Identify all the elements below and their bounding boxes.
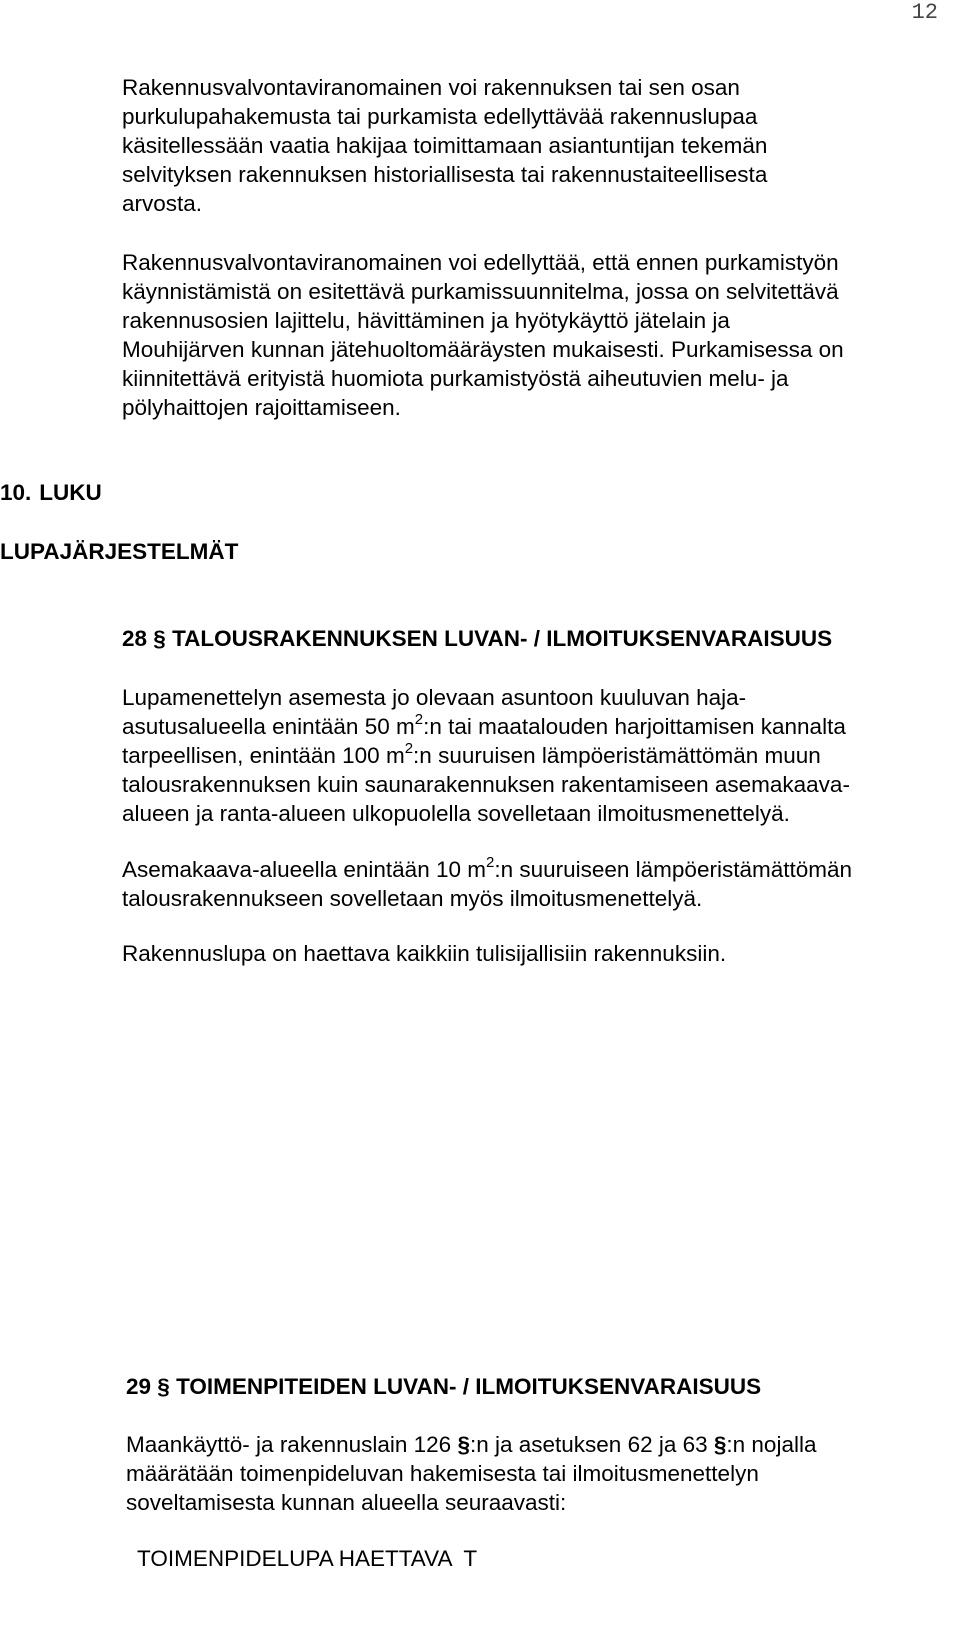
paragraph-measures-permit bbox=[126, 1430, 956, 1517]
section-29-heading bbox=[126, 1372, 761, 1401]
chapter-heading bbox=[0, 478, 102, 507]
section-symbol: § bbox=[157, 1374, 170, 1399]
chapter-label: LUKU bbox=[39, 480, 102, 505]
text-line: selvityksen rakennuksen historiallisesta tai rakennustaiteellisesta bbox=[122, 162, 768, 187]
paragraph-outbuilding-notification bbox=[122, 683, 952, 828]
section-title: TALOUSRAKENNUKSEN LUVAN- / ILMOITUKSENVARAISUUS bbox=[172, 626, 833, 651]
text-line: pölyhaittojen rajoittamiseen. bbox=[122, 395, 401, 420]
superscript: 2 bbox=[414, 710, 424, 728]
section-28-heading bbox=[122, 624, 832, 653]
text-line: purkulupahakemusta tai purkamista edellyttävää rakennuslupaa bbox=[122, 104, 758, 129]
superscript: 2 bbox=[404, 739, 414, 757]
section-symbol: § bbox=[457, 1432, 470, 1457]
paragraph-zoning-area bbox=[122, 855, 952, 913]
text-line: käynnistämistä on esitettävä purkamissuunnitelma, jossa on selvitettävä bbox=[122, 279, 839, 304]
page-number: 12 bbox=[911, 0, 938, 25]
superscript: 2 bbox=[485, 853, 495, 871]
section-symbol: § bbox=[153, 626, 166, 651]
paragraph-fireplace-permit bbox=[122, 939, 952, 968]
subheading-permit-required: TOIMENPIDELUPA HAETTAVA T bbox=[137, 1546, 478, 1571]
text-line: määrätään toimenpideluvan hakemisesta tai ilmoitusmenettelyn bbox=[126, 1461, 759, 1486]
section-title: TOIMENPITEIDEN LUVAN- / ILMOITUKSENVARAISUUS bbox=[176, 1374, 762, 1399]
paragraph-demolition-plan bbox=[122, 248, 952, 422]
text-line: asutusalueella enintään 50 $m^2:n$ tai maatalouden harjoittamisen kannalta bbox=[122, 710, 846, 739]
text-line: Lupamenettelyn asemesta jo olevaan asuntoon kuuluvan haja- bbox=[122, 685, 747, 710]
chapter-number: 10. bbox=[0, 480, 32, 505]
text-line: arvosta. bbox=[122, 191, 203, 216]
text-line: rakennusosien lajittelu, hävittäminen ja hyötykäyttö jätelain ja bbox=[122, 308, 730, 333]
text-line: käsitellessään vaatia hakijaa toimittamaan asiantuntijan tekemän bbox=[122, 133, 768, 158]
text-line: kiinnitettävä erityistä huomiota purkamistyöstä aiheutuvien melu- ja bbox=[122, 366, 789, 391]
chapter-title: LUPAJÄRJESTELMÄT bbox=[0, 539, 239, 564]
paragraph-demolition-survey bbox=[122, 73, 952, 218]
section-number: 28 bbox=[122, 626, 148, 651]
text-line: tarpeellisen, enintään 100 $m^2:n$ suuruisen lämpöeristämättömän muun bbox=[122, 739, 821, 768]
text-line: soveltamisesta kunnan alueella seuraavasti: bbox=[126, 1490, 567, 1515]
text-line: Rakennusvalvontaviranomainen voi rakennuksen tai sen osan bbox=[122, 75, 740, 100]
section-symbol: § bbox=[713, 1432, 727, 1457]
text-line: talousrakennukseen sovelletaan myös ilmoitusmenettelyä. bbox=[122, 886, 703, 911]
text-line: Rakennuslupa on haettava kaikkiin tulisijallisiin rakennuksiin. bbox=[122, 941, 727, 966]
text-line: talousrakennuksen kuin saunarakennuksen rakentamiseen asemakaava- bbox=[122, 772, 850, 797]
text-line: alueen ja ranta-alueen ulkopuolella sovelletaan ilmoitusmenettelyä. bbox=[122, 801, 790, 826]
text-line: Rakennusvalvontaviranomainen voi edellyttää, että ennen purkamistyön bbox=[122, 250, 839, 275]
section-number: 29 bbox=[126, 1374, 152, 1399]
text-line: Maankäyttö- ja rakennuslain 126 §:n ja asetuksen 62 ja 63 §:n nojalla bbox=[126, 1432, 817, 1457]
text-line: Mouhijärven kunnan jätehuoltomääräysten mukaisesti. Purkamisessa on bbox=[122, 337, 844, 362]
text-line: Asemakaava-alueella enintään 10 $m^2:n$ suuruiseen lämpöeristämättömän bbox=[122, 853, 853, 882]
